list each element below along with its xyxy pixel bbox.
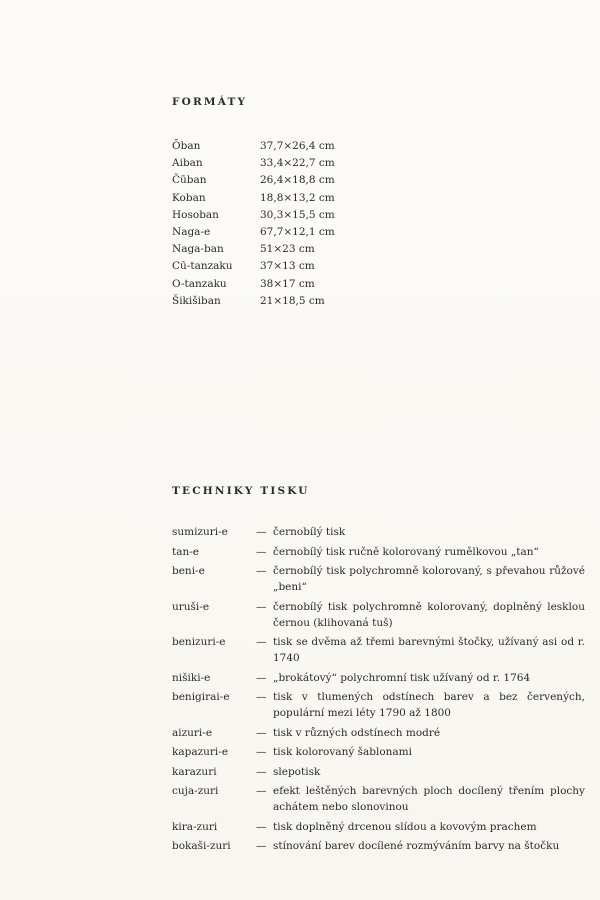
- format-row: [172, 276, 432, 293]
- dash: —: [256, 691, 267, 703]
- dash: —: [256, 526, 267, 538]
- technique-term: kapazuri-e: [172, 746, 229, 758]
- format-row: [172, 293, 432, 310]
- format-name: Cū-tanzaku: [172, 260, 233, 273]
- technique-row: [172, 634, 587, 666]
- dash: —: [256, 765, 267, 778]
- formats-list: [172, 138, 432, 310]
- technique-row: [172, 544, 587, 560]
- technique-term: nišiki-e: [172, 671, 211, 684]
- format-size: 67,7×12,1 cm: [260, 225, 335, 238]
- format-size: 30,3×15,5 cm: [260, 208, 335, 221]
- dash: —: [256, 840, 267, 852]
- format-row: [172, 241, 432, 258]
- format-size: 26,4×18,8 cm: [260, 174, 335, 187]
- format-name: Čūban: [172, 174, 207, 187]
- technique-row: [172, 689, 587, 721]
- technique-row: [172, 670, 587, 686]
- format-row: [172, 207, 432, 224]
- technique-definition: tisk doplněný drcenou slídou a kovovým prachem: [273, 820, 537, 833]
- technique-term: sumizuri-e: [172, 526, 228, 538]
- technique-definition: tisk v tlumených odstínech barev a bez červených, populární mezi léty 1790 až 1800: [273, 691, 585, 719]
- technique-definition: černobílý tisk polychromně kolorovaný, doplněný lesklou černou (klihovaná tuš): [273, 600, 585, 629]
- technique-term: kira-zuri: [172, 820, 218, 833]
- format-row: [172, 172, 432, 189]
- format-name: Hosoban: [172, 208, 219, 221]
- technique-term: bokaši-zuri: [172, 840, 231, 852]
- technique-row: [172, 599, 587, 631]
- formats-heading: FORMÁTY: [172, 96, 248, 108]
- format-row: [172, 258, 432, 275]
- technique-definition: efekt leštěných barevných ploch docílený třením plochy achátem nebo slonovinou: [273, 785, 585, 813]
- format-size: 33,4×22,7 cm: [260, 157, 335, 170]
- format-name: Naga-ban: [172, 243, 224, 256]
- technique-row: [172, 563, 587, 595]
- technique-definition: slepotisk: [273, 765, 321, 778]
- format-name: O-tanzaku: [172, 277, 227, 290]
- dash: —: [256, 820, 267, 833]
- technique-term: benizuri-e: [172, 636, 226, 648]
- technique-term: cuja-zuri: [172, 785, 219, 797]
- format-size: 21×18,5 cm: [260, 294, 325, 307]
- dash: —: [256, 545, 267, 558]
- technique-row: [172, 783, 587, 815]
- format-name: Naga-e: [172, 225, 211, 238]
- format-row: [172, 138, 432, 155]
- technique-definition: černobílý tisk: [273, 526, 346, 538]
- technique-definition: černobílý tisk polychromně kolorovaný, s převahou růžové „beni“: [273, 565, 585, 593]
- format-size: 51×23 cm: [260, 243, 315, 256]
- technique-row: [172, 744, 587, 760]
- format-size: 38×17 cm: [260, 277, 315, 290]
- technique-definition: „brokátový“ polychromní tisk užívaný od r. 1764: [273, 671, 531, 684]
- format-row: [172, 155, 432, 172]
- format-name: Ōban: [172, 140, 201, 152]
- dash: —: [256, 726, 267, 739]
- dash: —: [256, 746, 267, 758]
- format-size: 37,7×26,4 cm: [260, 140, 335, 152]
- format-row: [172, 224, 432, 241]
- format-row: [172, 190, 432, 207]
- techniques-heading: TECHNIKY TISKU: [172, 485, 310, 497]
- technique-row: [172, 838, 587, 854]
- format-name: Šikišiban: [172, 294, 221, 307]
- technique-term: karazuri: [172, 765, 217, 778]
- format-name: Koban: [172, 191, 206, 204]
- technique-definition: tisk se dvěma až třemi barevnými štočky, užívaný asi od r. 1740: [273, 636, 585, 664]
- technique-row: [172, 764, 587, 780]
- dash: —: [256, 785, 267, 797]
- format-name: Aiban: [172, 157, 203, 170]
- technique-row: [172, 524, 587, 540]
- dash: —: [256, 636, 267, 648]
- technique-definition: tisk kolorovaný šablonami: [273, 746, 412, 758]
- dash: —: [256, 600, 267, 613]
- format-size: 37×13 cm: [260, 260, 315, 273]
- technique-term: benigirai-e: [172, 691, 230, 703]
- dash: —: [256, 671, 267, 684]
- technique-definition: tisk v různých odstínech modré: [273, 726, 441, 739]
- technique-term: beni-e: [172, 565, 205, 577]
- technique-definition: stínování barev docílené rozmýváním barvy na štočku: [273, 840, 560, 852]
- format-size: 18,8×13,2 cm: [260, 191, 335, 204]
- technique-term: aizuri-e: [172, 726, 213, 739]
- techniques-list: [172, 524, 587, 858]
- technique-definition: černobílý tisk ručně kolorovaný rumělkovou „tan“: [273, 545, 539, 558]
- technique-row: [172, 819, 587, 835]
- technique-term: uruši-e: [172, 600, 210, 613]
- technique-term: tan-e: [172, 545, 200, 558]
- dash: —: [256, 565, 267, 577]
- technique-row: [172, 725, 587, 741]
